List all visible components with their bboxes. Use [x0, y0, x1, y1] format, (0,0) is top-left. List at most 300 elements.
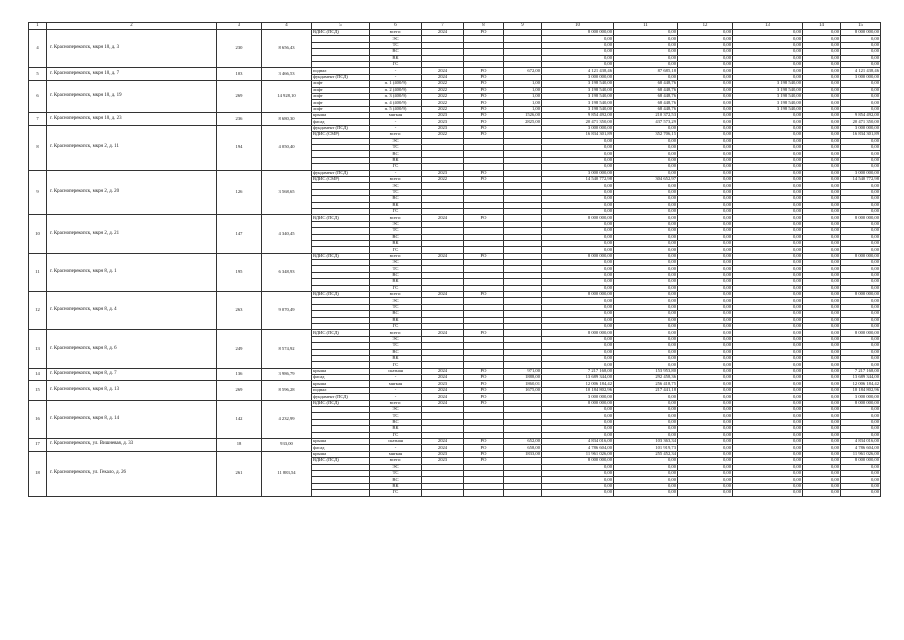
col-12-cell: 0,00	[678, 387, 733, 393]
volume-cell: 2825,00	[504, 119, 542, 125]
total-cost-cell: 0,00	[542, 272, 614, 278]
col-14-cell: 0,00	[803, 36, 841, 42]
col-15-cell: 3 000 000,00	[841, 170, 881, 176]
address-cell: г. Красноперекопск, ул. Вишневая, д. 33	[47, 439, 217, 452]
col-13-cell: 0,00	[733, 202, 803, 208]
apartments-count: 263	[217, 292, 262, 330]
col-15-cell: 0,00	[841, 336, 881, 342]
col-14-cell: 0,00	[803, 336, 841, 342]
col-12-cell: 0,00	[678, 304, 733, 310]
work-subtype-cell: -	[370, 119, 422, 125]
total-area: 11 883,54	[262, 451, 312, 496]
year-cell: 2024	[422, 387, 464, 393]
work-subtype-cell: скатная	[370, 439, 422, 445]
col-12-cell: 0,00	[678, 285, 733, 291]
col-13-cell: 0,00	[733, 464, 803, 470]
col-14-cell: 0,00	[803, 183, 841, 189]
col-14-cell: 0,00	[803, 253, 841, 259]
work-subtype-cell: скатная	[370, 368, 422, 374]
work-subtype-cell: ГС	[370, 362, 422, 368]
total-cost-cell: 16 834 301,89	[542, 132, 614, 138]
col-12-cell: 0,00	[678, 483, 733, 489]
col-14-cell: 0,00	[803, 106, 841, 112]
total-area: 933,00	[262, 439, 312, 452]
work-subtype-cell: -	[370, 375, 422, 381]
source-cell: РО	[464, 451, 504, 457]
work-subtype-cell: ВС	[370, 477, 422, 483]
col-15-cell: 3 000 000,00	[841, 394, 881, 400]
work-subtype-cell: всего:	[370, 292, 422, 298]
header-cell: 13	[733, 23, 803, 30]
source-cell: РО	[464, 292, 504, 298]
header-cell: 12	[678, 23, 733, 30]
year-cell: 2022	[422, 93, 464, 99]
col-12-cell: 0,00	[678, 247, 733, 253]
total-cost-cell: 3 198 540,00	[542, 93, 614, 99]
col-14-cell: 0,00	[803, 317, 841, 323]
row-number: 4	[29, 30, 47, 68]
year-cell: 2022	[422, 132, 464, 138]
total-cost-cell: 0,00	[542, 240, 614, 246]
cost-share-cell: 437 573,29	[614, 119, 678, 125]
year-cell: 2023	[422, 113, 464, 119]
column-number-header	[29, 23, 881, 30]
col-13-cell: 0,00	[733, 323, 803, 329]
cost-share-cell: 0,00	[614, 323, 678, 329]
col-12-cell: 0,00	[678, 407, 733, 413]
row-number: 13	[29, 330, 47, 368]
total-cost-cell: 3 198 540,00	[542, 106, 614, 112]
col-13-cell: 0,00	[733, 483, 803, 489]
col-14-cell: 0,00	[803, 164, 841, 170]
address-cell: г. Красноперекопск, мкрн 8, д. 14	[47, 400, 217, 438]
col-14-cell: 0,00	[803, 228, 841, 234]
cost-share-cell: 0,00	[614, 247, 678, 253]
col-13-cell: 0,00	[733, 196, 803, 202]
col-12-cell: 0,00	[678, 311, 733, 317]
col-15-cell: 0,00	[841, 138, 881, 144]
work-subtype-cell: ТС	[370, 413, 422, 419]
work-subtype-cell: ВС	[370, 49, 422, 55]
header-cell: 6	[370, 23, 422, 30]
col-13-cell: 0,00	[733, 61, 803, 67]
col-15-cell: 0,00	[841, 183, 881, 189]
col-13-cell: 0,00	[733, 470, 803, 476]
year-cell: 2024	[422, 292, 464, 298]
year-cell: 2023	[422, 451, 464, 457]
cost-share-cell: 0,00	[614, 145, 678, 151]
total-cost-cell: 14 540 772,98	[542, 176, 614, 182]
col-12-cell: 0,00	[678, 343, 733, 349]
cost-share-cell: 0,00	[614, 138, 678, 144]
source-cell: РО	[464, 81, 504, 87]
col-13-cell: 3 198 540,00	[733, 81, 803, 87]
total-cost-cell: 0,00	[542, 343, 614, 349]
cost-share-cell: 87 685,18	[614, 68, 678, 74]
col-13-cell: 0,00	[733, 419, 803, 425]
work-type-cell: ВДИС (ПСД)	[312, 292, 370, 298]
total-cost-cell: 13 689 344,00	[542, 375, 614, 381]
address-cell: г. Красноперекопск, мкрн 8, д. 1	[47, 253, 217, 291]
col-14-cell: 0,00	[803, 432, 841, 438]
col-14-cell: 0,00	[803, 100, 841, 106]
work-subtype-cell: ЭС	[370, 407, 422, 413]
volume-cell: 971,00	[504, 368, 542, 374]
col-12-cell: 0,00	[678, 151, 733, 157]
row-number: 8	[29, 125, 47, 170]
apartments-count: 142	[217, 400, 262, 438]
col-13-cell: 0,00	[733, 445, 803, 451]
work-subtype-cell: ТС	[370, 343, 422, 349]
work-subtype-cell: ГС	[370, 323, 422, 329]
work-subtype-cell: ТС	[370, 42, 422, 48]
col-14-cell: 0,00	[803, 464, 841, 470]
col-12-cell: 0,00	[678, 439, 733, 445]
col-12-cell: 0,00	[678, 298, 733, 304]
work-type-cell: ВДИС (ПСД)	[312, 458, 370, 464]
col-15-cell: 0,00	[841, 93, 881, 99]
apartments-count: 136	[217, 368, 262, 381]
col-12-cell: 0,00	[678, 477, 733, 483]
col-12-cell: 0,00	[678, 490, 733, 496]
address-cell: г. Красноперекопск, ул. Гекало, д. 26	[47, 451, 217, 496]
source-cell: РО	[464, 381, 504, 387]
cost-share-cell: 0,00	[614, 36, 678, 42]
col-14-cell: 0,00	[803, 407, 841, 413]
col-14-cell: 0,00	[803, 87, 841, 93]
row-number: 15	[29, 381, 47, 400]
col-12-cell: 0,00	[678, 113, 733, 119]
col-14-cell: 0,00	[803, 132, 841, 138]
col-15-cell: 0,00	[841, 208, 881, 214]
col-15-cell: 0,00	[841, 228, 881, 234]
col-14-cell: 0,00	[803, 170, 841, 176]
cost-share-cell: 0,00	[614, 317, 678, 323]
cost-share-cell: 0,00	[614, 42, 678, 48]
row-number: 11	[29, 253, 47, 291]
col-14-cell: 0,00	[803, 279, 841, 285]
total-cost-cell: 0,00	[542, 311, 614, 317]
col-14-cell: 0,00	[803, 483, 841, 489]
total-cost-cell: 0,00	[542, 426, 614, 432]
cost-share-cell: 0,00	[614, 189, 678, 195]
total-cost-cell: 3 198 540,00	[542, 100, 614, 106]
col-14-cell: 0,00	[803, 387, 841, 393]
col-13-cell: 0,00	[733, 451, 803, 457]
total-cost-cell: 8 000 000,00	[542, 400, 614, 406]
total-cost-cell: 0,00	[542, 432, 614, 438]
col-13-cell: 3 198 540,00	[733, 87, 803, 93]
cost-share-cell: 0,00	[614, 266, 678, 272]
work-subtype-cell: ВК	[370, 483, 422, 489]
document-page	[28, 22, 880, 497]
total-cost-cell: 3 000 000,00	[542, 394, 614, 400]
col-13-cell: 0,00	[733, 30, 803, 36]
col-15-cell: 0,00	[841, 285, 881, 291]
col-14-cell: 0,00	[803, 330, 841, 336]
total-cost-cell: 0,00	[542, 145, 614, 151]
total-cost-cell: 0,00	[542, 336, 614, 342]
col-15-cell: 0,00	[841, 311, 881, 317]
row-number: 10	[29, 215, 47, 253]
col-13-cell: 0,00	[733, 42, 803, 48]
total-cost-cell: 0,00	[542, 138, 614, 144]
cost-share-cell: 0,00	[614, 426, 678, 432]
work-subtype-cell: ГС	[370, 164, 422, 170]
col-12-cell: 0,00	[678, 272, 733, 278]
col-13-cell: 0,00	[733, 387, 803, 393]
year-cell: 2024	[422, 439, 464, 445]
col-15-cell: 0,00	[841, 87, 881, 93]
col-15-cell: 0,00	[841, 202, 881, 208]
work-subtype-cell: -	[370, 125, 422, 131]
col-13-cell: 0,00	[733, 253, 803, 259]
work-subtype-cell: ВС	[370, 419, 422, 425]
total-area: 9 070,49	[262, 292, 312, 330]
col-13-cell: 0,00	[733, 113, 803, 119]
work-subtype-cell: ВК	[370, 355, 422, 361]
col-13-cell: 0,00	[733, 164, 803, 170]
col-13-cell: 0,00	[733, 477, 803, 483]
total-cost-cell: 0,00	[542, 298, 614, 304]
col-12-cell: 0,00	[678, 355, 733, 361]
col-12-cell: 0,00	[678, 74, 733, 80]
year-cell: 2023	[422, 125, 464, 131]
col-12-cell: 0,00	[678, 208, 733, 214]
cost-share-cell: 0,00	[614, 470, 678, 476]
work-type-cell: подвал	[312, 387, 370, 393]
work-subtype-cell: всего:	[370, 30, 422, 36]
total-cost-cell: 3 000 000,00	[542, 170, 614, 176]
total-cost-cell: 0,00	[542, 477, 614, 483]
col-13-cell: 0,00	[733, 68, 803, 74]
total-area: 8 656,43	[262, 30, 312, 68]
total-cost-cell: 0,00	[542, 483, 614, 489]
col-15-cell: 3 000 000,00	[841, 125, 881, 131]
work-subtype-cell: ВС	[370, 151, 422, 157]
source-cell: РО	[464, 445, 504, 451]
col-15-cell: 7 217 168,00	[841, 368, 881, 374]
total-area: 8 596,28	[262, 381, 312, 400]
cost-share-cell: 0,00	[614, 196, 678, 202]
col-15-cell: 0,00	[841, 36, 881, 42]
col-12-cell: 0,00	[678, 132, 733, 138]
volume-cell	[504, 490, 542, 496]
col-14-cell: 0,00	[803, 311, 841, 317]
total-cost-cell: 0,00	[542, 61, 614, 67]
cost-share-cell: 0,00	[614, 336, 678, 342]
col-12-cell: 0,00	[678, 253, 733, 259]
col-15-cell: 0,00	[841, 483, 881, 489]
work-subtype-cell: ЭС	[370, 336, 422, 342]
volume-cell: 1888,00	[504, 375, 542, 381]
col-13-cell: 3 198 540,00	[733, 100, 803, 106]
cost-share-cell: 292 458,36	[614, 375, 678, 381]
col-12-cell: 0,00	[678, 196, 733, 202]
source-cell: РО	[464, 375, 504, 381]
col-13-cell: 0,00	[733, 247, 803, 253]
col-13-cell: 0,00	[733, 145, 803, 151]
col-15-cell: 13 689 344,00	[841, 375, 881, 381]
col-15-cell: 20 471 350,00	[841, 119, 881, 125]
col-15-cell: 0,00	[841, 477, 881, 483]
cost-share-cell: 101 919,73	[614, 445, 678, 451]
col-14-cell: 0,00	[803, 304, 841, 310]
total-cost-cell: 0,00	[542, 413, 614, 419]
col-14-cell: 0,00	[803, 445, 841, 451]
col-14-cell: 0,00	[803, 234, 841, 240]
work-type-cell: фундамент (ПСД)	[312, 394, 370, 400]
col-13-cell: 0,00	[733, 381, 803, 387]
total-cost-cell: 8 000 000,00	[542, 253, 614, 259]
work-type-cell: лифт	[312, 106, 370, 112]
source-cell: РО	[464, 30, 504, 36]
col-12-cell: 0,00	[678, 362, 733, 368]
col-13-cell: 0,00	[733, 260, 803, 266]
total-cost-cell: 0,00	[542, 419, 614, 425]
total-cost-cell: 0,00	[542, 349, 614, 355]
col-12-cell: 0,00	[678, 228, 733, 234]
col-12-cell: 0,00	[678, 221, 733, 227]
cost-share-cell: 0,00	[614, 464, 678, 470]
col-12-cell: 0,00	[678, 432, 733, 438]
total-area: 3 986,79	[262, 368, 312, 381]
cost-share-cell: 0,00	[614, 151, 678, 157]
col-15-cell: 0,00	[841, 196, 881, 202]
col-13-cell: 0,00	[733, 266, 803, 272]
total-cost-cell: 0,00	[542, 407, 614, 413]
col-12-cell: 0,00	[678, 93, 733, 99]
col-13-cell: 0,00	[733, 234, 803, 240]
total-area: 6 348,93	[262, 253, 312, 291]
year-cell: 2023	[422, 119, 464, 125]
col-13-cell: 0,00	[733, 208, 803, 214]
cost-share-cell: 68 448,76	[614, 106, 678, 112]
apartments-count: 249	[217, 330, 262, 368]
cost-share-cell: 0,00	[614, 343, 678, 349]
address-cell: г. Красноперекопск, мкрн 10, д. 7	[47, 68, 217, 81]
work-subtype-cell: всего:	[370, 458, 422, 464]
work-subtype-cell: -	[370, 387, 422, 393]
cost-share-cell: 210 372,53	[614, 113, 678, 119]
total-cost-cell: 0,00	[542, 470, 614, 476]
col-12-cell: 0,00	[678, 183, 733, 189]
total-cost-cell: 8 000 000,00	[542, 458, 614, 464]
col-14-cell: 0,00	[803, 355, 841, 361]
row-number: 7	[29, 113, 47, 126]
total-cost-cell: 0,00	[542, 55, 614, 61]
work-subtype-cell: всего:	[370, 132, 422, 138]
col-12-cell: 0,00	[678, 400, 733, 406]
work-subtype-cell: ЭС	[370, 221, 422, 227]
col-14-cell: 0,00	[803, 74, 841, 80]
total-cost-cell: 10 184 802,96	[542, 387, 614, 393]
col-13-cell: 0,00	[733, 170, 803, 176]
col-15-cell: 0,00	[841, 247, 881, 253]
total-cost-cell: 0,00	[542, 196, 614, 202]
col-15-cell: 4 834 016,00	[841, 439, 881, 445]
year-cell: 2023	[422, 170, 464, 176]
source-cell: РО	[464, 74, 504, 80]
col-15-cell: 0,00	[841, 55, 881, 61]
col-14-cell: 0,00	[803, 375, 841, 381]
volume-cell: 1675,00	[504, 387, 542, 393]
col-14-cell: 0,00	[803, 266, 841, 272]
col-15-cell: 0,00	[841, 426, 881, 432]
header-cell: 11	[614, 23, 678, 30]
col-15-cell: 0,00	[841, 266, 881, 272]
cost-share-cell: 0,00	[614, 170, 678, 176]
total-cost-cell: 8 000 000,00	[542, 330, 614, 336]
header-cell: 9	[504, 23, 542, 30]
total-cost-cell: 0,00	[542, 266, 614, 272]
col-14-cell: 0,00	[803, 202, 841, 208]
col-14-cell: 0,00	[803, 189, 841, 195]
cost-share-cell: 0,00	[614, 407, 678, 413]
source-cell: РО	[464, 330, 504, 336]
cost-share-cell: 0,00	[614, 413, 678, 419]
year-cell: 2022	[422, 106, 464, 112]
col-12-cell: 0,00	[678, 61, 733, 67]
source-cell: РО	[464, 87, 504, 93]
total-area: 4 340,45	[262, 215, 312, 253]
col-12-cell: 0,00	[678, 106, 733, 112]
col-14-cell: 0,00	[803, 477, 841, 483]
total-cost-cell: 20 471 350,00	[542, 119, 614, 125]
work-subtype-cell: -	[370, 74, 422, 80]
col-14-cell: 0,00	[803, 157, 841, 163]
address-cell: г. Красноперекопск, мкрн 8, д. 6	[47, 330, 217, 368]
work-type-cell: ВДИС (ПСД)	[312, 400, 370, 406]
row-number: 9	[29, 170, 47, 215]
col-14-cell: 0,00	[803, 260, 841, 266]
col-13-cell: 0,00	[733, 55, 803, 61]
col-15-cell: 0,00	[841, 362, 881, 368]
col-12-cell: 0,00	[678, 170, 733, 176]
row-number: 17	[29, 439, 47, 452]
col-13-cell: 0,00	[733, 368, 803, 374]
address-cell: г. Красноперекопск, мкрн 10, д. 19	[47, 81, 217, 113]
work-subtype-cell: ЭС	[370, 464, 422, 470]
col-14-cell: 0,00	[803, 215, 841, 221]
col-12-cell: 0,00	[678, 279, 733, 285]
apartments-count: 195	[217, 253, 262, 291]
col-12-cell: 0,00	[678, 30, 733, 36]
cost-share-cell: 0,00	[614, 394, 678, 400]
work-type-cell: ВДИС (ПСД)	[312, 253, 370, 259]
col-15-cell: 0,00	[841, 164, 881, 170]
work-type-cell: фундамент (ПСД)	[312, 125, 370, 131]
col-15-cell: 0,00	[841, 279, 881, 285]
col-14-cell: 0,00	[803, 42, 841, 48]
cost-share-cell: 0,00	[614, 30, 678, 36]
address-cell: г. Красноперекопск, мкрн 8, д. 13	[47, 381, 217, 400]
col-14-cell: 0,00	[803, 323, 841, 329]
work-type-cell: фасад	[312, 119, 370, 125]
source-cell: РО	[464, 368, 504, 374]
cost-share-cell: 68 448,76	[614, 87, 678, 93]
col-15-cell: 0,00	[841, 49, 881, 55]
address-cell: г. Красноперекопск, мкрн 2, д. 21	[47, 215, 217, 253]
cost-share-cell: 304 652,97	[614, 176, 678, 182]
total-cost-cell: 0,00	[542, 490, 614, 496]
col-15-cell: 0,00	[841, 432, 881, 438]
col-15-cell: 0,00	[841, 145, 881, 151]
col-14-cell: 0,00	[803, 208, 841, 214]
cost-share-cell: 0,00	[614, 432, 678, 438]
col-13-cell: 0,00	[733, 279, 803, 285]
apartments-count: 261	[217, 451, 262, 496]
